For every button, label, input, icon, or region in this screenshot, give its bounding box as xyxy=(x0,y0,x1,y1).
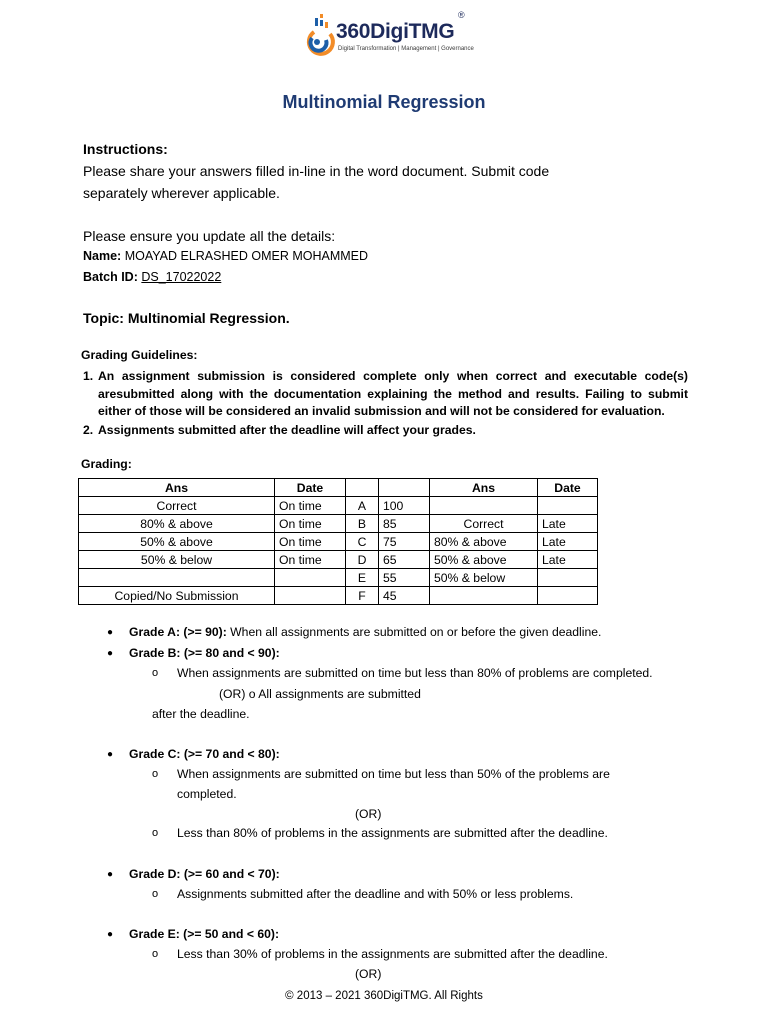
table-cell: Correct xyxy=(79,497,275,515)
logo-tagline: Digital Transformation | Management | Governance xyxy=(338,46,474,52)
table-cell: D xyxy=(346,551,379,569)
sub-bullet-icon: o xyxy=(152,948,159,960)
brand-logo xyxy=(300,8,500,64)
table-cell xyxy=(538,497,598,515)
table-cell xyxy=(538,587,598,605)
table-cell: B xyxy=(346,515,379,533)
header-cell: Ans xyxy=(79,479,275,497)
table-cell: 100 xyxy=(379,497,430,515)
guideline-text: Assignments submitted after the deadline will affect your grades. xyxy=(98,423,476,437)
grade-c-label: Grade C: (>= 70 and < 80): xyxy=(129,747,280,761)
grade-b-continuation: after the deadline. xyxy=(152,707,250,721)
table-row xyxy=(79,569,598,587)
bullet-icon: ● xyxy=(107,627,114,638)
table-cell xyxy=(79,569,275,587)
table-cell xyxy=(275,587,346,605)
table-cell xyxy=(538,569,598,587)
grade-d-label: Grade D: (>= 60 and < 70): xyxy=(129,867,280,881)
sub-bullet-icon: o xyxy=(152,888,159,900)
sub-bullet-icon: o xyxy=(152,827,159,839)
table-cell: F xyxy=(346,587,379,605)
page-title: Multinomial Regression xyxy=(282,92,486,112)
bullet-icon: ● xyxy=(107,869,114,880)
sub-bullet-icon: o xyxy=(152,667,159,679)
grade-e-label: Grade E: (>= 50 and < 60): xyxy=(129,927,280,941)
table-cell xyxy=(430,587,538,605)
table-cell: A xyxy=(346,497,379,515)
batch-line xyxy=(83,270,221,284)
grade-a-line xyxy=(129,625,601,639)
logo-brand-text: 360DigiTMG xyxy=(336,20,455,43)
header-cell: Ans xyxy=(430,479,538,497)
table-cell: 85 xyxy=(379,515,430,533)
table-cell: Late xyxy=(538,533,598,551)
grade-b-sub-1: When assignments are submitted on time but less than 80% of problems are completed. xyxy=(177,666,653,680)
guideline-text: An assignment submission is considered complete only when correct and executable code(s) aresubmitted along with the documentation explaining the method and results. Failing to submit either of those will be considered an invalid submission and will not be considered for evaluation. xyxy=(98,369,688,418)
name-line xyxy=(83,249,368,263)
grade-d-sub-1: Assignments submitted after the deadline and with 50% or less problems. xyxy=(177,887,574,901)
table-cell xyxy=(275,569,346,587)
table-cell: Late xyxy=(538,515,598,533)
table-row xyxy=(79,533,598,551)
guideline-number: 1. xyxy=(83,369,94,383)
table-cell: Correct xyxy=(430,515,538,533)
table-cell: 50% & below xyxy=(430,569,538,587)
table-cell: Late xyxy=(538,551,598,569)
table-row xyxy=(79,551,598,569)
grade-c-sub-1b: completed. xyxy=(177,787,237,801)
grade-a-label: Grade A: (>= 90): xyxy=(129,625,227,639)
sub-bullet-icon: o xyxy=(152,768,159,780)
grade-c-sub-1a: When assignments are submitted on time but less than 50% of the problems are xyxy=(177,767,610,781)
table-cell: 75 xyxy=(379,533,430,551)
table-cell: On time xyxy=(275,515,346,533)
grade-e-sub-1: Less than 30% of problems in the assignments are submitted after the deadline. xyxy=(177,947,608,961)
bullet-icon: ● xyxy=(107,749,114,760)
table-cell: 80% & above xyxy=(79,515,275,533)
guideline-number: 2. xyxy=(83,423,94,437)
table-cell: Copied/No Submission xyxy=(79,587,275,605)
name-value: MOAYAD ELRASHED OMER MOHAMMED xyxy=(124,249,369,263)
grade-c-or: (OR) xyxy=(355,807,382,821)
grading-table xyxy=(78,478,598,605)
guideline-item xyxy=(83,422,688,440)
page-footer: © 2013 – 2021 360DigiTMG. All Rights xyxy=(285,990,483,1002)
table-cell: On time xyxy=(275,533,346,551)
topic-heading: Topic: Multinomial Regression. xyxy=(83,310,290,326)
table-cell: 55 xyxy=(379,569,430,587)
grade-a-text: When all assignments are submitted on or before the given deadline. xyxy=(230,625,602,639)
header-cell xyxy=(346,479,379,497)
table-cell: 80% & above xyxy=(430,533,538,551)
table-cell: 50% & below xyxy=(79,551,275,569)
batch-value: DS_17022022 xyxy=(141,270,222,284)
grading-heading: Grading: xyxy=(81,457,132,471)
registered-mark: ® xyxy=(458,10,465,20)
table-cell xyxy=(430,497,538,515)
header-cell: Date xyxy=(538,479,598,497)
header-cell xyxy=(379,479,430,497)
table-cell: On time xyxy=(275,551,346,569)
grade-c-sub-2: Less than 80% of problems in the assignments are submitted after the deadline. xyxy=(177,826,608,840)
table-row xyxy=(79,497,598,515)
guideline-item xyxy=(83,368,688,421)
bullet-icon: ● xyxy=(107,929,114,940)
name-label: Name: xyxy=(83,249,122,263)
table-row xyxy=(79,587,598,605)
table-header-row xyxy=(79,479,598,497)
table-row xyxy=(79,515,598,533)
table-cell: 50% & above xyxy=(79,533,275,551)
bullet-icon: ● xyxy=(107,648,114,659)
grade-e-or: (OR) xyxy=(355,967,382,981)
grade-b-label: Grade B: (>= 80 and < 90): xyxy=(129,646,280,660)
details-prompt: Please ensure you update all the details: xyxy=(83,228,336,244)
grading-guidelines-heading: Grading Guidelines: xyxy=(81,348,198,362)
table-cell: E xyxy=(346,569,379,587)
header-cell: Date xyxy=(275,479,346,497)
instructions-line-2: separately wherever applicable. xyxy=(83,185,280,201)
batch-label: Batch ID: xyxy=(83,270,138,284)
table-cell: 65 xyxy=(379,551,430,569)
table-cell: C xyxy=(346,533,379,551)
instructions-line-1: Please share your answers filled in-line in the word document. Submit code xyxy=(83,163,550,179)
table-cell: On time xyxy=(275,497,346,515)
360digitmg-logo-icon xyxy=(300,12,336,62)
instructions-heading: Instructions: xyxy=(83,141,168,157)
grade-b-or-line: (OR) o All assignments are submitted xyxy=(219,687,421,701)
table-cell: 50% & above xyxy=(430,551,538,569)
table-cell: 45 xyxy=(379,587,430,605)
